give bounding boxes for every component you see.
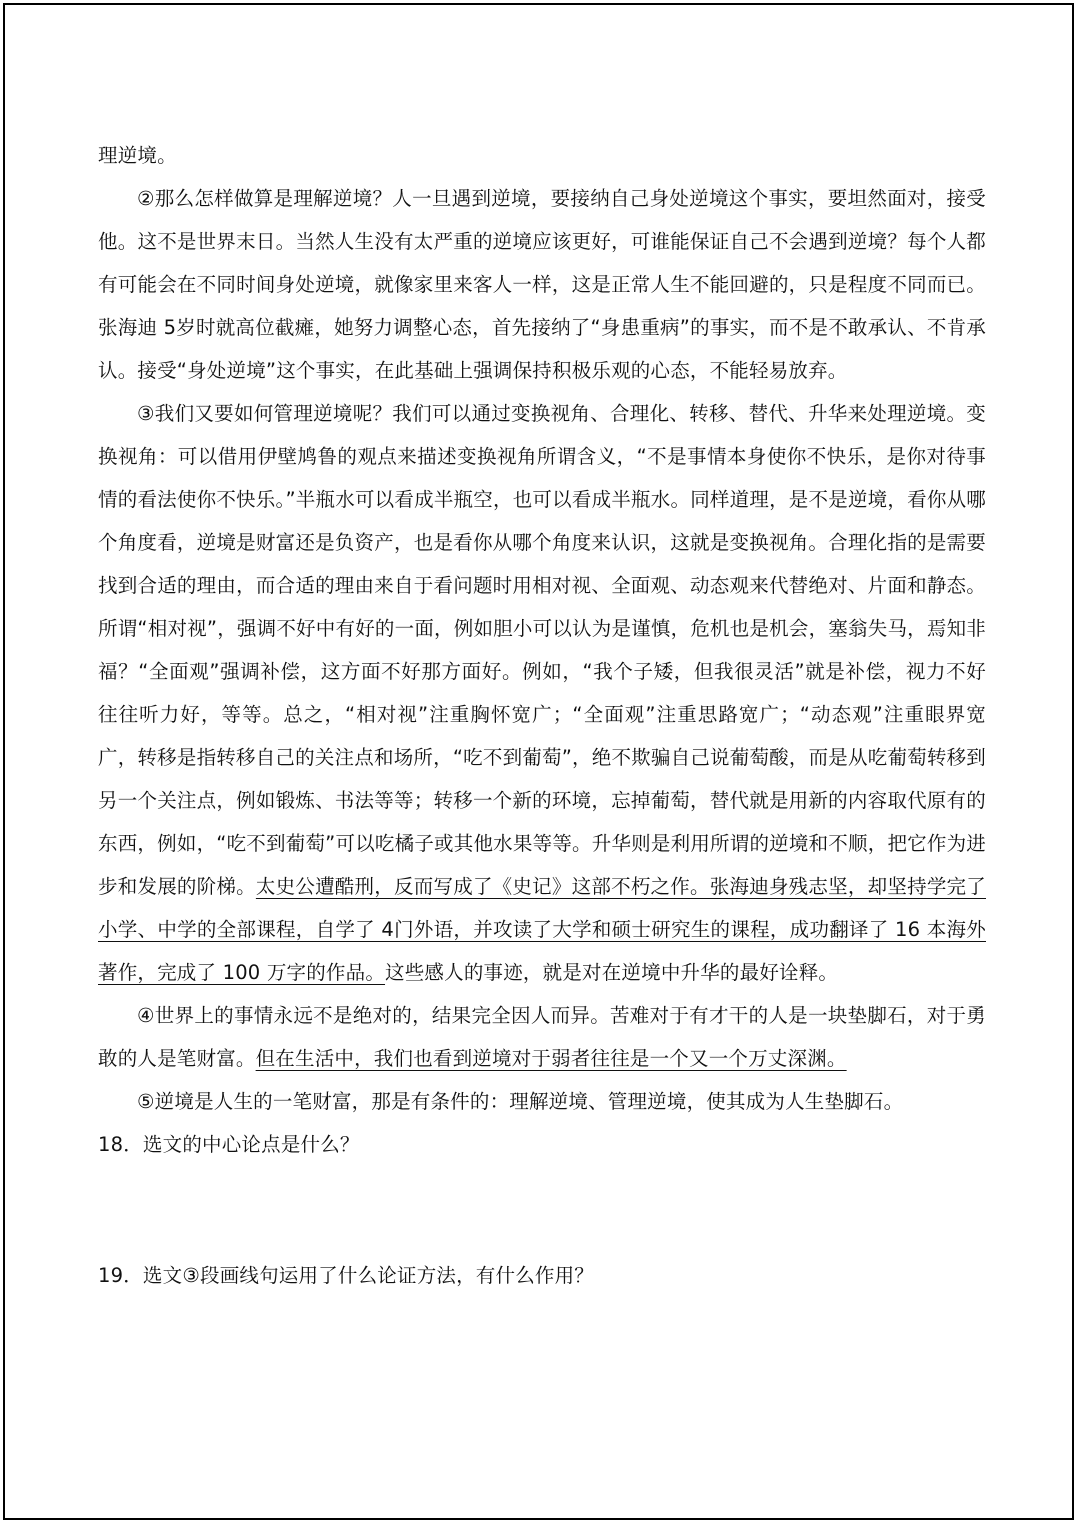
paragraph-4-underlined-sentence: 但在生活中，我们也看到逆境对于弱者往往是一个又一个万丈深渊。 <box>255 1047 847 1070</box>
paragraph-3 <box>98 392 986 994</box>
paragraph-2: ②那么怎样做算是理解逆境？人一旦遇到逆境，要接纳自己身处逆境这个事实，要坦然面对，接受他。这不是世界末日。当然人生没有太严重的逆境应该更好，可谁能保证自己不会遇到逆境？每个人都有可能会在不同时间身处逆境，就像家里来客人一样，这是正常人生不能回避的，只是程度不同而已。张海迪 5岁时就高位截瘫，她努力调整心态，首先接纳了“身患重病”的事实，而不是不敢承认、不肯承认。接受“身处逆境”这个事实，在此基础上强调保持积极乐观的心态，不能轻易放弃。 <box>98 187 986 382</box>
paragraph-3-underlined-sentence: 太史公遭酷刑，反而写成了《史记》这部不朽之作。张海迪身残志坚，却坚持学完了小学、中学的全部课程，自学了 4门外语，并攻读了大学和硕士研究生的课程，成功翻译了 16 本海外著作，完成了 100 万字的作品。 <box>98 875 986 984</box>
paragraph-3-text-end: 这些感人的事迹，就是对在逆境中升华的最好诠释。 <box>385 961 839 984</box>
paragraph-4-text: ④世界上的事情永远不是绝对的，结果完全因人而异。苦难对于有才干的人是一块垫脚石，对于勇敢的人是笔财富。 <box>98 1004 986 1070</box>
document-body <box>98 134 986 1297</box>
question-19: 19．选文③段画线句运用了什么论证方法，有什么作用？ <box>98 1264 594 1287</box>
paragraph-4 <box>98 994 986 1080</box>
question-18: 18．选文的中心论点是什么？ <box>98 1133 360 1156</box>
answer-space-18 <box>98 1166 986 1254</box>
paragraph-3-text: ③我们又要如何管理逆境呢？我们可以通过变换视角、合理化、转移、替代、升华来处理逆境。变换视角：可以借用伊壁鸠鲁的观点来描述变换视角所谓含义，“不是事情本身使你不快乐，是你对待事情的看法使你不快乐。”半瓶水可以看成半瓶空，也可以看成半瓶水。同样道理，是不是逆境，看你从哪个角度看，逆境是财富还是负资产，也是看你从哪个角度来认识，这就是变换视角。合理化指的是需要找到合适的理由，而合适的理由来自于看问题时用相对视、全面观、动态观来代替绝对、片面和静态。所谓“相对视”，强调不好中有好的一面，例如胆小可以认为是谨慎，危机也是机会，塞翁失马，焉知非福？“全面观”强调补偿，这方面不好那方面好。例如，“我个子矮，但我很灵活”就是补偿，视力不好往往听力好，等等。总之，“相对视”注重胸怀宽广；“全面观”注重思路宽广；“动态观”注重眼界宽广，转移是指转移自己的关注点和场所，“吃不到葡萄”，绝不欺骗自己说葡萄酸，而是从吃葡萄转移到另一个关注点，例如锻炼、书法等等；转移一个新的环境，忘掉葡萄，替代就是用新的内容取代原有的东西，例如，“吃不到葡萄”可以吃橘子或其他水果等等。升华则是利用所谓的逆境和不顺，把它作为进步和发展的阶梯。 <box>98 402 986 898</box>
paragraph-5: ⑤逆境是人生的一笔财富，那是有条件的：理解逆境、管理逆境，使其成为人生垫脚石。 <box>137 1090 904 1113</box>
paragraph-1-tail: 理逆境。 <box>98 144 177 167</box>
